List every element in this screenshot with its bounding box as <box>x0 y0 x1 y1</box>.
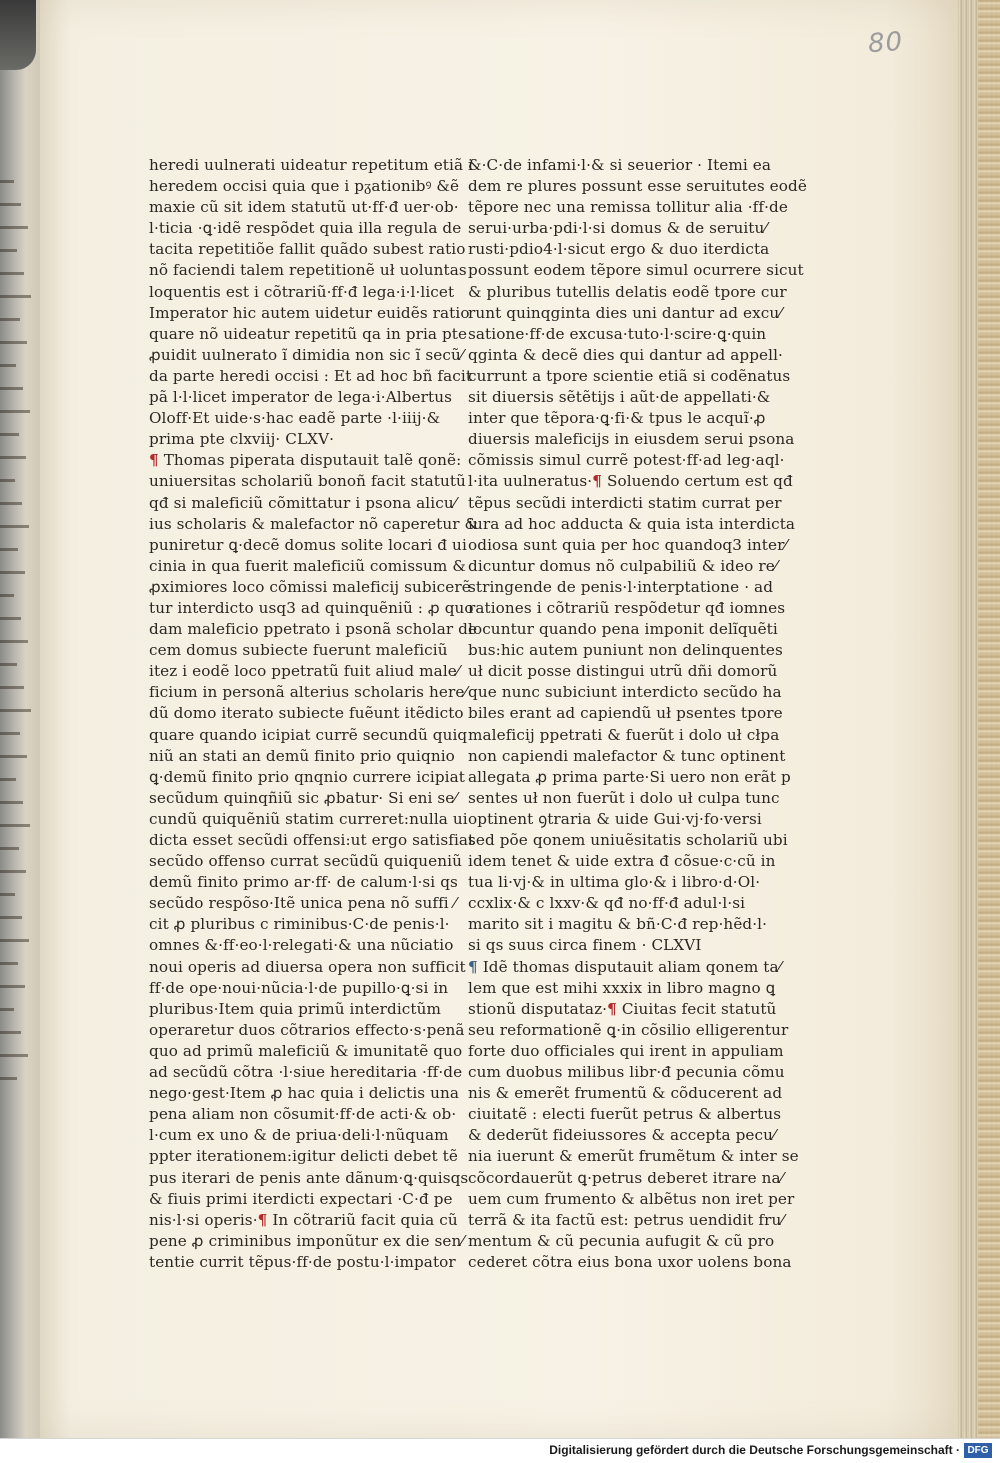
text-line: ad secũdũ cõtra ·l·siue hereditaria ·ff·de <box>149 1063 463 1082</box>
text-line: cundũ quiquẽniũ statim curreret:nulla ui <box>149 809 468 828</box>
text-line: ccxlix·& c lxxv·& qđ no·ff·đ adul·l·si <box>468 894 746 913</box>
text-line: forte duo officiales qui irent in appuliam <box>468 1041 784 1060</box>
text-line: optinent ꝯtraria & uide Gui·vj·fo·versi <box>468 809 762 828</box>
text-line: inter que tẽpora·ꝗ·fi·& tpus le acquĩ·ꝓ <box>468 409 766 428</box>
text-line: puniretur ꝗ·decẽ domus solite locari đ ui <box>149 535 467 554</box>
text-line: ppter iterationem:igitur delicti debet tẽ <box>149 1147 458 1166</box>
paragraph-mark: ¶ <box>257 1210 268 1229</box>
folio-number: 80 <box>866 26 905 60</box>
text-line: si qs suus circa finem · CLXVI <box>468 936 702 955</box>
text-line: & pluribus tutellis delatis eodẽ tpore cur <box>468 282 787 301</box>
paragraph-mark: ¶ <box>468 957 478 976</box>
text-line: stionũ disputataz·¶ Ciuitas fecit statutũ <box>468 999 777 1018</box>
text-line: demũ finito primo ar·ff· de calum·l·si qs <box>149 873 458 892</box>
text-line: cum duobus milibus libr·đ pecunia cõmu <box>468 1063 785 1082</box>
text-line: operaretur duos cõtrarios effecto·s·penã <box>149 1020 465 1039</box>
text-line: noui operis ad diuersa opera non sufficit <box>149 957 466 976</box>
text-line: runt quinqginta dies uni dantur ad excu⁄ <box>468 303 782 322</box>
text-line: secũdo offenso currat secũdũ quiqueniũ <box>149 852 462 871</box>
text-line: pus iterari de penis ante dãnum·ꝗ·quisqs <box>149 1168 469 1187</box>
text-line: lem que est mihi xxxix in libro magno ꝗ <box>468 978 776 997</box>
text-line: possunt eodem tẽpore simul ocurrere sicut <box>468 261 804 280</box>
text-column-right <box>468 155 807 1273</box>
text-line: cem domus subiecte fuerunt maleficiũ <box>149 641 448 660</box>
text-line: stringende de penis·l·interptatione · ad <box>468 577 774 596</box>
text-line: nõ faciendi talem repetitionẽ uł uoluntas <box>149 261 467 280</box>
text-line: qđ si maleficiũ cõmittatur i psona alicu⁄ <box>149 493 457 512</box>
text-line: dam maleficio ppetrato i psonã scholar de <box>149 620 478 639</box>
funding-credit: Digitalisierung gefördert durch die Deutsche Forschungsgemeinschaft · <box>549 1443 960 1457</box>
text-line: odiosa sunt quia per hoc quandoq3 inter⁄ <box>468 535 788 554</box>
text-line: l·ticia ·ꝗ·idẽ respõdet quia illa regula de <box>149 219 462 238</box>
text-line: non capiendi malefactor & tunc optinent <box>468 746 786 765</box>
text-line: nia iuerunt & emerũt frumẽtum & inter se <box>468 1147 799 1166</box>
text-line: loquentis est i cõtrariũ·ff·đ lega·i·l·licet <box>149 282 455 301</box>
text-line: dicuntur domus nõ culpabiliũ & ideo re⁄ <box>468 556 778 575</box>
text-line: rationes i cõtrariũ respõdetur qđ iomnes <box>468 598 786 617</box>
text-line: allegata ꝓ prima parte·Si uero non erãt p <box>468 767 791 786</box>
text-line: pena aliam non cõsumit·ff·de acti·& ob· <box>149 1105 457 1124</box>
text-line: sentes uł non fuerũt i dolo uł culpa tunc <box>468 788 780 807</box>
text-line: & dederũt fideiussores & accepta pecu⁄ <box>468 1126 776 1145</box>
text-line: tentie currit tẽpus·ff·de postu·l·impator <box>149 1252 456 1271</box>
text-line: marito sit i magitu & bñ·C·đ rep·hẽd·l· <box>468 915 768 934</box>
text-line: terrã & ita factũ est: petrus uendidit fru⁄ <box>468 1210 785 1229</box>
text-line: cit ꝓ pluribus c riminibus·C·de penis·l· <box>149 915 450 934</box>
text-line: iura ad hoc adducta & quia ista interdicta <box>468 514 796 533</box>
text-line: nis·l·si operis·¶ In cõtrariũ facit quia cũ <box>149 1210 458 1229</box>
text-line: ciuitatẽ : electi fuerũt petrus & albertus <box>468 1105 782 1124</box>
text-line: maleficij ppetrati & fuerũt i dolo uł cłpa <box>468 725 780 744</box>
text-line: tẽpus secũdi interdicti statim currat per <box>468 493 782 512</box>
text-line: dem re plures possunt esse seruitutes eodẽ <box>468 177 807 196</box>
text-line: sed põe qonem uniuẽsitatis scholariũ ubi <box>468 831 788 849</box>
text-line: cõcordauerũt ꝗ·petrus deberet itrare na⁄ <box>468 1168 784 1187</box>
text-line: secũdum quinqñiũ sic ꝓbatur· Si eni se⁄ <box>149 788 457 807</box>
text-line: pene ꝓ criminibus imponũtur ex die sen⁄ <box>149 1231 464 1250</box>
text-line: currunt a tpore scientie etiã si codẽnatus <box>468 366 791 385</box>
text-line: dũ domo iterato subiecte fuẽunt itẽdicto <box>149 704 464 723</box>
text-column-left <box>149 155 479 1273</box>
paragraph-mark: ¶ <box>149 451 159 470</box>
text-line: nego·gest·Item ꝓ hac quia i delictis una <box>149 1084 460 1103</box>
text-line: itez i eodẽ loco ppetratũ fuit aliud male⁄ <box>149 662 460 681</box>
dfg-logo: DFG <box>964 1443 992 1458</box>
text-line: tacita repetitiõe fallit quãdo subest ratio <box>149 240 466 259</box>
text-line: uem cum frumento & albẽtus non iret per <box>468 1189 795 1208</box>
text-line: locuntur quando pena imponit delĩquẽti <box>468 620 778 639</box>
text-line: quare nõ uideatur repetitũ qa in pria pte <box>149 324 468 343</box>
text-line: omnes &·ff·eo·l·relegati·& una nũciatio <box>149 936 454 955</box>
text-line: rusti·pdio4·l·sicut ergo & duo iterdicta <box>468 240 770 259</box>
text-line: da parte heredi occisi : Et ad hoc bñ facit <box>149 366 473 385</box>
facing-page-text-fragments <box>0 170 34 1090</box>
text-line: ¶ Thomas piperata disputauit talẽ qonẽ: <box>149 451 462 470</box>
text-line: ꝓuidit uulnerato ĩ dimidia non sic ĩ secũ⁄ <box>149 345 464 364</box>
text-line: serui·urba·pdi·l·si domus & de seruitu⁄ <box>468 219 768 238</box>
text-line: cõmissis simul currẽ potest·ff·ad leg·aql· <box>468 451 785 470</box>
text-line: nis & emerẽt frumentũ & cõducerent ad <box>468 1084 783 1103</box>
text-line: secũdo respõso·Itẽ unica pena nõ suffi ⁄ <box>149 894 457 913</box>
text-line: seu reformationẽ ꝗ·in cõsilio elligerentur <box>468 1020 789 1039</box>
text-line: ꝓximiores loco cõmissi maleficij subicerẽ <box>149 577 471 596</box>
text-line: bus:hic autem puniunt non delinquentes <box>468 641 783 660</box>
text-line: ¶ Idẽ thomas disputauit aliam qonem ta⁄ <box>468 957 782 976</box>
paragraph-mark: ¶ <box>592 472 603 491</box>
text-line: tur interdicto usq3 ad quinquẽniũ : ꝓ quo <box>149 598 474 617</box>
text-line: ff·de ope·noui·nũcia·l·de pupillo·ꝗ·si in <box>149 978 449 997</box>
text-line: cinia in qua fuerit maleficiũ comissum & <box>149 556 466 575</box>
text-line: satione·ff·de excusa·tuto·l·scire·ꝗ·quin <box>468 324 767 343</box>
text-line: niũ an stati an demũ finito prio quiqnio <box>149 746 455 765</box>
text-line: cederet cõtra eius bona uxor uolens bona <box>468 1252 792 1271</box>
text-line: quo ad primũ maleficiũ & imunitatẽ quo <box>149 1041 463 1060</box>
text-line: quare quando icipiat currẽ secundũ quiq <box>149 725 468 744</box>
text-line: & fiuis primi iterdicti expectari ·C·đ pe <box>149 1189 453 1208</box>
text-line: dicta esset secũdi offensi:ut ergo satisfiat <box>149 831 475 849</box>
text-line: ꝗ·demũ finito prio qnqnio currere icipiat <box>149 767 465 786</box>
text-line: pluribus·Item quia primũ interdictũm <box>149 999 441 1018</box>
text-line: heredem occisi quia que i pᵹationibꝰ &ẽ <box>149 177 460 196</box>
text-line: l·ita uulneratus·¶ Soluendo certum est qđ <box>468 472 793 491</box>
text-line: ius scholaris & malefactor nõ caperetur & <box>149 514 479 533</box>
text-line: prima pte clxviij· CLXV· <box>149 430 335 449</box>
footer-bar <box>0 1438 1000 1463</box>
page-edges <box>958 0 1000 1438</box>
text-line: maxie cũ sit idem statutũ ut·ff·đ uer·ob· <box>149 198 459 217</box>
text-line: pã l·l·licet imperator de lega·i·Albertus <box>149 388 452 407</box>
text-line: idem tenet & uide extra đ cõsue·c·cũ in <box>468 852 776 871</box>
text-line: mentum & cũ pecunia aufugit & cũ pro <box>468 1231 775 1250</box>
text-line: que nunc subiciunt interdicto secũdo ha <box>468 683 782 702</box>
text-line: diuersis maleficijs in eiusdem serui psona <box>468 430 795 449</box>
paragraph-mark: ¶ <box>607 999 617 1018</box>
text-line: biles erant ad capiendũ uł psentes tpore <box>468 704 783 723</box>
text-line: ficium in personã alterius scholaris here⁄ <box>149 683 468 702</box>
text-line: uniuersitas scholariũ bonoñ facit statutũ <box>149 472 466 491</box>
text-line: sit diuersis sẽtẽtijs i aũt·de appellati·& <box>468 388 771 407</box>
text-line: Oloff·Et uide·s·hac eadẽ parte ·l·iiij·& <box>149 409 441 428</box>
binding-fold <box>0 0 36 70</box>
text-line: tua li·vj·& in ultima glo·& i libro·d·Ol· <box>468 873 761 892</box>
text-line: Imperator hic autem uidetur euidẽs ratio <box>149 303 470 322</box>
text-line: uł dicit posse distingui utrũ dñi domorũ <box>468 662 778 681</box>
text-line: qginta & decẽ dies qui dantur ad appell· <box>468 345 783 364</box>
facing-page-edge <box>0 0 42 1438</box>
text-line: heredi uulnerati uideatur repetitum etiã i <box>149 156 474 174</box>
text-line: l·cum ex uno & de priua·deli·l·nũquam <box>149 1126 449 1145</box>
text-line: tẽpore nec una remissa tollitur alia ·ff·de <box>468 198 788 217</box>
text-line: &·C·de infami·l·& si seuerior · Itemi ea <box>468 156 772 174</box>
